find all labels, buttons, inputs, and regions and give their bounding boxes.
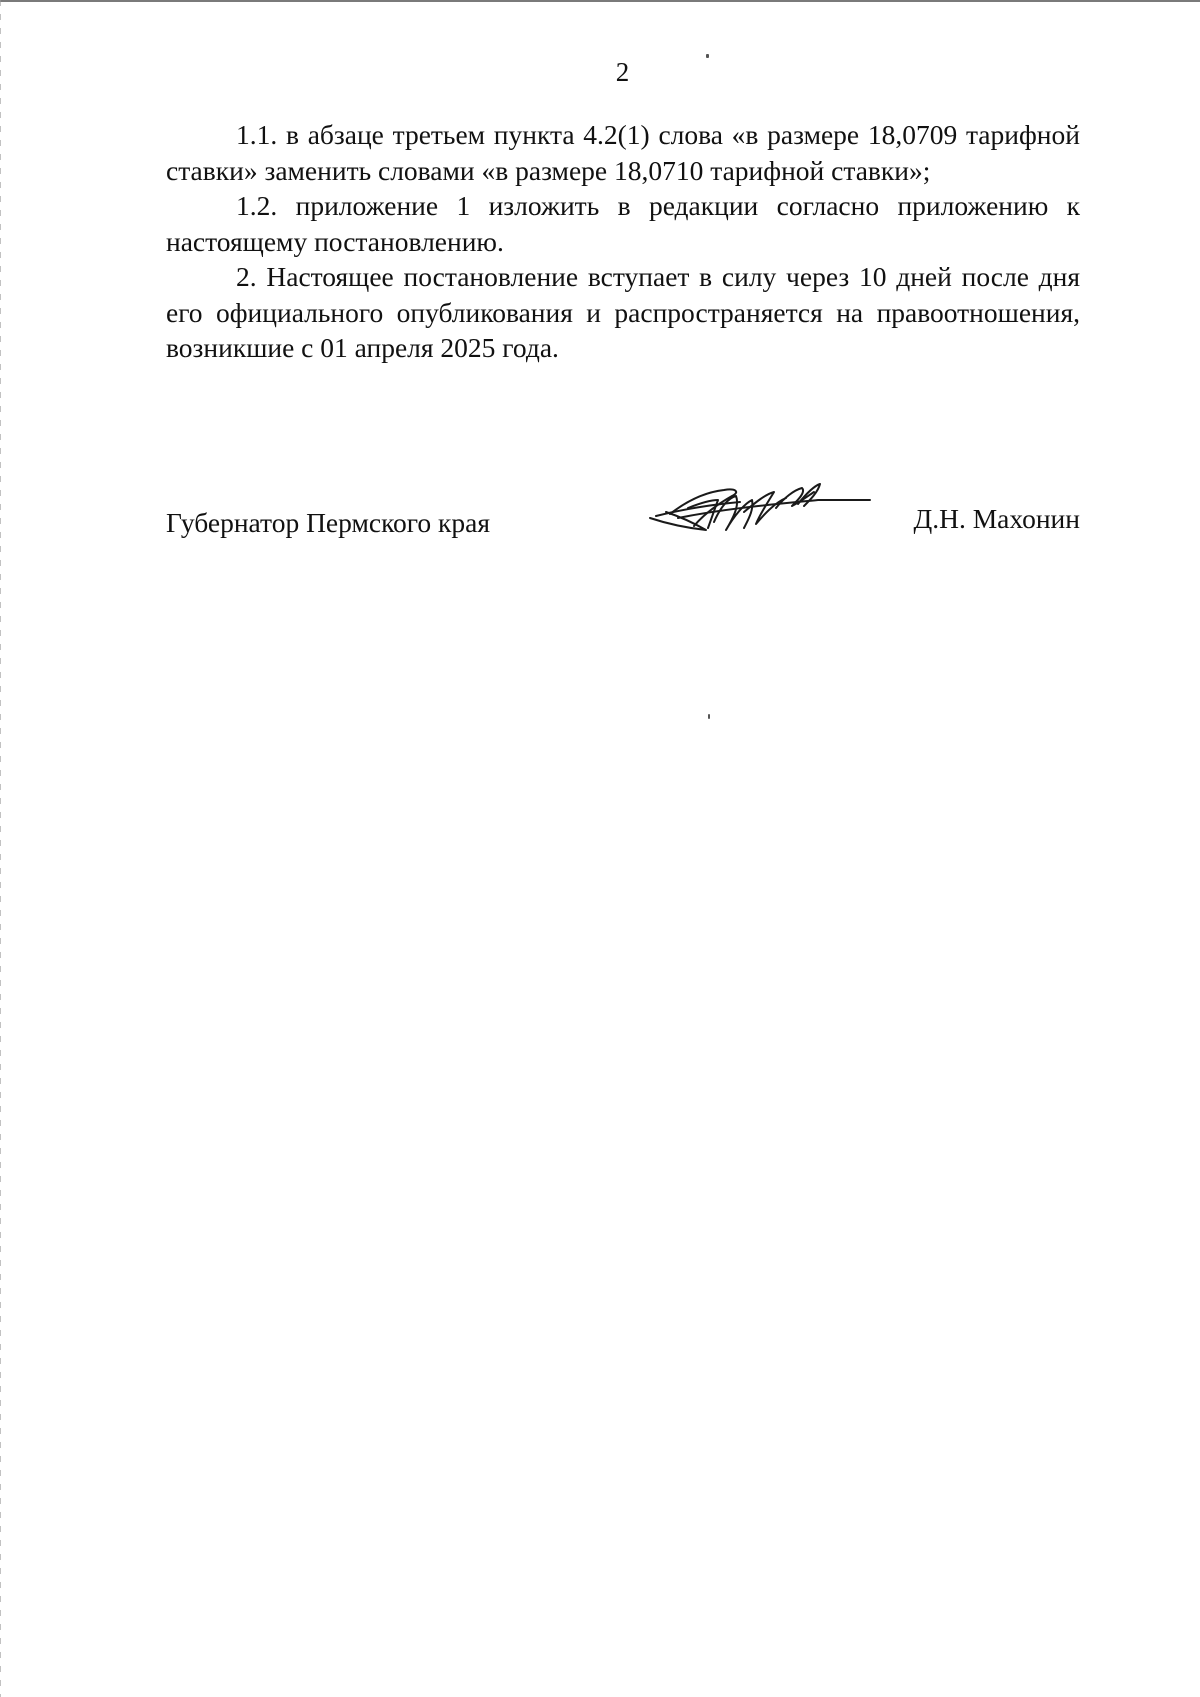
signatory-name: Д.Н. Махонин bbox=[913, 503, 1080, 534]
page-number: 2 bbox=[615, 57, 630, 87]
handwritten-signature bbox=[648, 478, 873, 540]
document-body bbox=[166, 117, 1080, 366]
scan-left-edge bbox=[0, 0, 1, 1697]
scan-speck bbox=[706, 54, 709, 58]
paragraph-1-1: 1.1. в абзаце третьем пункта 4.2(1) слова «в размере 18,0709 тарифной ставки» заменить словами «в размере 18,0710 тарифной ставки»; bbox=[166, 119, 1080, 186]
signatory-position: Губернатор Пермского края bbox=[166, 507, 490, 538]
paragraph-2: 2. Настоящее постановление вступает в силу через 10 дней после дня его официального опубликования и распространяется на правоотношения, возникшие с 01 апреля 2025 года. bbox=[166, 261, 1080, 363]
scan-speck bbox=[708, 714, 710, 719]
paragraph-1-2: 1.2. приложение 1 изложить в редакции согласно приложению к настоящему постановлению. bbox=[166, 190, 1080, 257]
scan-top-edge bbox=[0, 0, 1200, 2]
